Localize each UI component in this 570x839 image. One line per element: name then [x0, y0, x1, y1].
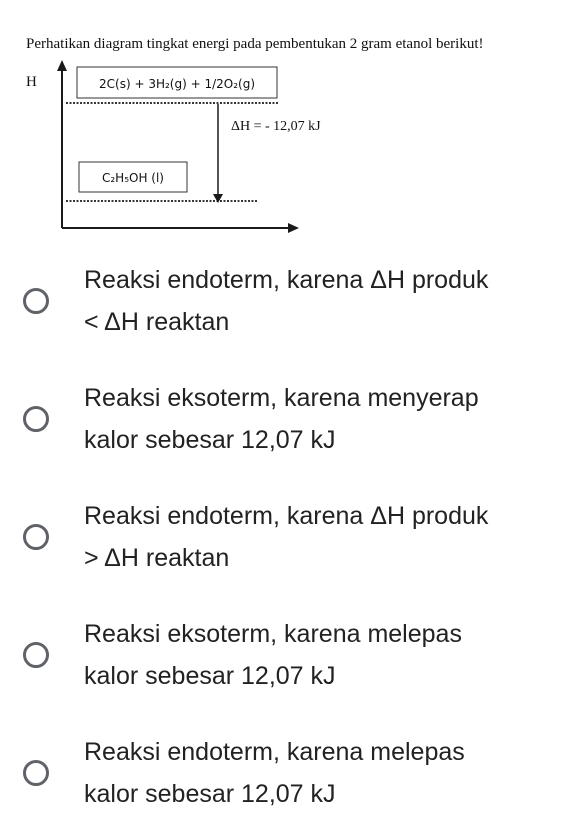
option-1[interactable] [0, 259, 570, 359]
option-5[interactable] [0, 731, 570, 831]
option-label [84, 613, 559, 697]
question-text: Perhatikan diagram tingkat energi pada pembentukan 2 gram etanol berikut! [26, 36, 484, 52]
option-label-line-1: Reaksi endoterm, karena melepas [84, 738, 465, 766]
option-label-line-2: kalor sebesar 12,07 kJ [84, 426, 336, 454]
option-label-line-1: Reaksi eksoterm, karena melepas [84, 620, 462, 648]
radio-button[interactable] [23, 288, 49, 314]
delta-h-label: ΔH = - 12,07 kJ [231, 119, 321, 134]
option-label-line-2: kalor sebesar 12,07 kJ [84, 780, 336, 808]
radio-button[interactable] [23, 642, 49, 668]
option-3[interactable] [0, 495, 570, 595]
option-label-line-1: Reaksi endoterm, karena ΔH produk [84, 266, 489, 294]
option-label-line-2: > ΔH reaktan [84, 544, 230, 572]
option-label-line-2: kalor sebesar 12,07 kJ [84, 662, 336, 690]
option-label-line-1: Reaksi endoterm, karena ΔH produk [84, 502, 489, 530]
x-axis-arrowhead [288, 223, 299, 233]
radio-button[interactable] [23, 760, 49, 786]
energy-level-diagram [20, 58, 440, 243]
option-4[interactable] [0, 613, 570, 713]
option-label-line-1: Reaksi eksoterm, karena menyerap [84, 384, 479, 412]
product-label: C₂H₅OH (l) [101, 171, 165, 185]
radio-button[interactable] [23, 524, 49, 550]
radio-button[interactable] [23, 406, 49, 432]
option-label [84, 495, 559, 579]
option-label-line-2: < ΔH reaktan [84, 308, 230, 336]
option-label [84, 377, 559, 461]
y-axis-label: H [26, 74, 37, 90]
y-axis-arrowhead [57, 60, 67, 71]
option-label [84, 731, 559, 815]
option-2[interactable] [0, 377, 570, 477]
reactant-label: 2C(s) + 3H₂(g) + 1/2O₂(g) [99, 77, 255, 91]
option-label [84, 259, 559, 343]
